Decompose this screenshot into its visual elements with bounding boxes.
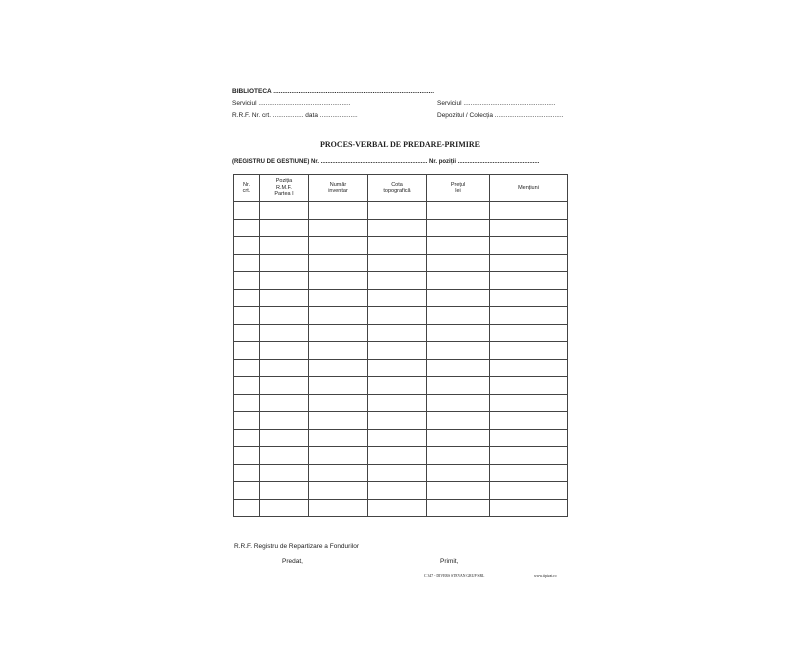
table-cell[interactable] (234, 307, 260, 325)
table-row (234, 359, 568, 377)
table-cell[interactable] (368, 482, 427, 500)
table-cell[interactable] (427, 377, 490, 395)
table-cell[interactable] (427, 289, 490, 307)
predat-signature-label: Predat, (282, 558, 303, 565)
entries-table (233, 174, 568, 517)
table-cell[interactable] (490, 324, 568, 342)
table-cell[interactable] (309, 324, 368, 342)
table-row (234, 464, 568, 482)
table-cell[interactable] (368, 324, 427, 342)
table-cell[interactable] (490, 202, 568, 220)
table-row (234, 499, 568, 517)
col-numar-inventar: Număr inventar (309, 175, 368, 202)
col-cota-topografica: Cota topografică (368, 175, 427, 202)
table-cell[interactable] (309, 219, 368, 237)
table-cell[interactable] (368, 394, 427, 412)
col-pretul-lei: Prețul lei (427, 175, 490, 202)
table-cell[interactable] (368, 359, 427, 377)
col-nr-crt: Nr. crt. (234, 175, 260, 202)
table-cell[interactable] (260, 289, 309, 307)
table-cell[interactable] (490, 359, 568, 377)
table-row (234, 412, 568, 430)
table-cell[interactable] (427, 464, 490, 482)
table-cell[interactable] (309, 289, 368, 307)
table-cell[interactable] (260, 324, 309, 342)
table-body (234, 202, 568, 517)
table-row (234, 447, 568, 465)
table-cell[interactable] (427, 254, 490, 272)
table-row (234, 202, 568, 220)
table-cell[interactable] (260, 412, 309, 430)
table-row (234, 324, 568, 342)
table-cell[interactable] (368, 464, 427, 482)
table-cell[interactable] (368, 377, 427, 395)
table-row (234, 289, 568, 307)
table-cell[interactable] (234, 219, 260, 237)
table-cell[interactable] (234, 499, 260, 517)
table-cell[interactable] (234, 377, 260, 395)
table-cell[interactable] (490, 447, 568, 465)
table-cell[interactable] (490, 307, 568, 325)
rrf-number-date-field: R.R.F. Nr. crt. ................. data ..................... (232, 112, 358, 119)
table-cell[interactable] (368, 254, 427, 272)
table-cell[interactable] (490, 412, 568, 430)
table-cell[interactable] (234, 482, 260, 500)
serviciul-left-field: Serviciul ................................................... (232, 100, 351, 107)
table-cell[interactable] (260, 464, 309, 482)
table-row (234, 237, 568, 255)
table-cell[interactable] (234, 237, 260, 255)
primit-signature-label: Primit, (440, 558, 459, 565)
table-cell[interactable] (427, 359, 490, 377)
table-cell[interactable] (309, 237, 368, 255)
table-cell[interactable] (368, 412, 427, 430)
table-row (234, 377, 568, 395)
depozitul-field: Depozitul / Colecția ...................................... (437, 112, 564, 119)
table-row (234, 254, 568, 272)
table-cell[interactable] (368, 289, 427, 307)
table-cell[interactable] (368, 429, 427, 447)
table-cell[interactable] (234, 359, 260, 377)
table-cell[interactable] (427, 324, 490, 342)
table-cell[interactable] (309, 447, 368, 465)
table-row (234, 307, 568, 325)
table-cell[interactable] (490, 377, 568, 395)
rrf-legend: R.R.F. Registru de Repartizare a Fondurilor (234, 543, 359, 550)
table-cell[interactable] (260, 359, 309, 377)
table-cell[interactable] (260, 202, 309, 220)
table-cell[interactable] (234, 289, 260, 307)
table-cell[interactable] (427, 394, 490, 412)
table-row (234, 482, 568, 500)
table-cell[interactable] (490, 342, 568, 360)
table-cell[interactable] (309, 412, 368, 430)
col-mentiuni: Mențiuni (490, 175, 568, 202)
table-cell[interactable] (309, 482, 368, 500)
table-row (234, 272, 568, 290)
website-imprint: www.tipizat.ro (534, 574, 557, 578)
table-cell[interactable] (309, 254, 368, 272)
biblioteca-field: BIBLIOTECA ......................................................................................... (232, 88, 435, 95)
printer-imprint: C 347 - DIVERS STEVAN GRUP SRL (424, 574, 485, 578)
table-row (234, 219, 568, 237)
table-cell[interactable] (368, 307, 427, 325)
table-cell[interactable] (309, 272, 368, 290)
table-cell[interactable] (490, 219, 568, 237)
table-cell[interactable] (490, 464, 568, 482)
table-cell[interactable] (427, 412, 490, 430)
table-cell[interactable] (260, 219, 309, 237)
table-cell[interactable] (309, 202, 368, 220)
serviciul-right-field: Serviciul ................................................... (437, 100, 556, 107)
table-cell[interactable] (427, 447, 490, 465)
table-cell[interactable] (427, 272, 490, 290)
table-cell[interactable] (427, 237, 490, 255)
table-cell[interactable] (309, 464, 368, 482)
table-cell[interactable] (234, 429, 260, 447)
table-cell[interactable] (368, 499, 427, 517)
table-cell[interactable] (368, 237, 427, 255)
table-cell[interactable] (260, 394, 309, 412)
table-cell[interactable] (260, 342, 309, 360)
table-cell[interactable] (427, 202, 490, 220)
table-cell[interactable] (309, 307, 368, 325)
table-header-row (234, 175, 568, 202)
table-cell[interactable] (309, 499, 368, 517)
table-cell[interactable] (309, 429, 368, 447)
table-cell[interactable] (234, 464, 260, 482)
table-cell[interactable] (309, 359, 368, 377)
document-title: PROCES-VERBAL DE PREDARE-PRIMIRE (319, 140, 480, 149)
table-cell[interactable] (260, 307, 309, 325)
table-cell[interactable] (260, 482, 309, 500)
table-cell[interactable] (427, 482, 490, 500)
table-cell[interactable] (490, 237, 568, 255)
table-cell[interactable] (368, 219, 427, 237)
table-row (234, 429, 568, 447)
table-cell[interactable] (234, 342, 260, 360)
registru-line: (REGISTRU DE GESTIUNE) Nr. ................................................................ Nr. poziții ................................................. (232, 159, 540, 165)
table-cell[interactable] (427, 499, 490, 517)
table-cell[interactable] (490, 499, 568, 517)
table-cell[interactable] (368, 342, 427, 360)
table-cell[interactable] (234, 394, 260, 412)
table-cell[interactable] (309, 394, 368, 412)
table-cell[interactable] (234, 447, 260, 465)
table-cell[interactable] (260, 254, 309, 272)
table-cell[interactable] (490, 394, 568, 412)
col-pozitia-rmf: Poziția R.M.F. Partea I (260, 175, 309, 202)
table-cell[interactable] (427, 342, 490, 360)
table-cell[interactable] (260, 429, 309, 447)
table-cell[interactable] (490, 289, 568, 307)
table-cell[interactable] (490, 272, 568, 290)
table-cell[interactable] (234, 324, 260, 342)
table-row (234, 394, 568, 412)
form-document (232, 84, 568, 584)
table-cell[interactable] (260, 237, 309, 255)
table-cell[interactable] (368, 272, 427, 290)
table-cell[interactable] (234, 272, 260, 290)
table-cell[interactable] (490, 429, 568, 447)
table-cell[interactable] (427, 307, 490, 325)
table-cell[interactable] (368, 447, 427, 465)
table-cell[interactable] (260, 377, 309, 395)
table-row (234, 342, 568, 360)
table-cell[interactable] (234, 202, 260, 220)
table-cell[interactable] (427, 429, 490, 447)
table-cell[interactable] (490, 482, 568, 500)
table-cell[interactable] (260, 499, 309, 517)
table-cell[interactable] (490, 254, 568, 272)
table-cell[interactable] (427, 219, 490, 237)
table-cell[interactable] (368, 202, 427, 220)
table-cell[interactable] (260, 272, 309, 290)
table-cell[interactable] (309, 377, 368, 395)
table-cell[interactable] (260, 447, 309, 465)
table-cell[interactable] (234, 254, 260, 272)
table-cell[interactable] (309, 342, 368, 360)
table-cell[interactable] (234, 412, 260, 430)
